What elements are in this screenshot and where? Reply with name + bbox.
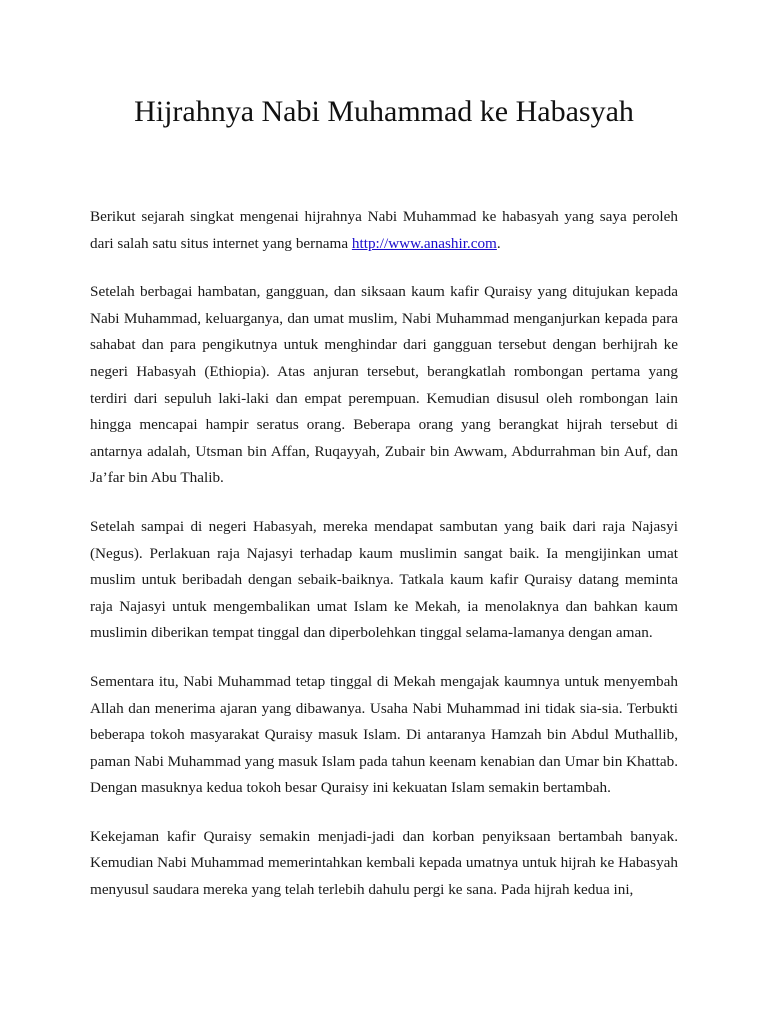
anashir-link[interactable]: http://www.anashir.com xyxy=(351,234,497,252)
document-title: Hijrahnya Nabi Muhammad ke Habasyah xyxy=(134,95,634,128)
intro-text-end: . xyxy=(496,234,501,252)
intro-text: Berikut sejarah singkat mengenai hijrahnya Nabi Muhammad ke habasyah yang saya peroleh dari salah satu situs internet yang bernama xyxy=(90,208,678,252)
paragraph: Sementara itu, Nabi Muhammad tetap tinggal di Mekah mengajak kaumnya untuk menyembah Allah dan menerima ajaran yang dibawanya. Usaha Nabi Muhammad ini tidak sia-sia. Terbukti beberapa tokoh masyarakat Quraisy masuk Islam. Di antaranya Hamzah bin Abdul Muthallib, paman Nabi Muhammad yang masuk Islam pada tahun keenam kenabian dan Umar bin Khattab. Dengan masuknya kedua tokoh besar Quraisy ini kekuatan Islam semakin bertambah. xyxy=(90,672,678,797)
paragraph: Setelah berbagai hambatan, gangguan, dan siksaan kaum kafir Quraisy yang ditujukan kepada Nabi Muhammad, keluarganya, dan umat muslim, Nabi Muhammad menganjurkan kepada para sahabat dan para pengikutnya untuk menghindar dari gangguan tersebut dengan berhijrah ke negeri Habasyah (Ethiopia). Atas anjuran tersebut, berangkatlah rombongan pertama yang terdiri dari sepuluh laki-laki dan empat perempuan. Kemudian disusul oleh rombongan lain hingga mencapai hampir seratus orang. Beberapa orang yang berangkat hijrah tersebut di antarnya adalah, Utsman bin Affan, Ruqayyah, Zubair bin Awwam, Abdurrahman bin Auf, dan Ja’far bin Abu Thalib. xyxy=(90,283,678,487)
paragraph: Setelah sampai di negeri Habasyah, mereka mendapat sambutan yang baik dari raja Najasyi (Negus). Perlakuan raja Najasyi terhadap kaum muslimin sangat baik. Ia mengijinkan umat muslim untuk beribadah dengan sebaik-baiknya. Tatkala kaum kafir Quraisy datang meminta raja Najasyi untuk mengembalikan umat Islam ke Mekah, ia menolaknya dan bahkan kaum muslimin diberikan tempat tinggal dan diperbolehkan tinggal selama-lamanya dengan aman. xyxy=(90,517,678,642)
paragraph: Kekejaman kafir Quraisy semakin menjadi-jadi dan korban penyiksaan bertambah banyak. Kemudian Nabi Muhammad memerintahkan kembali kepada umatnya untuk hijrah ke Habasyah menyusul saudara mereka yang telah terlebih dahulu pergi ke sana. Pada hijrah kedua ini, xyxy=(90,827,678,899)
document-body xyxy=(90,204,678,926)
intro-paragraph xyxy=(90,204,678,257)
